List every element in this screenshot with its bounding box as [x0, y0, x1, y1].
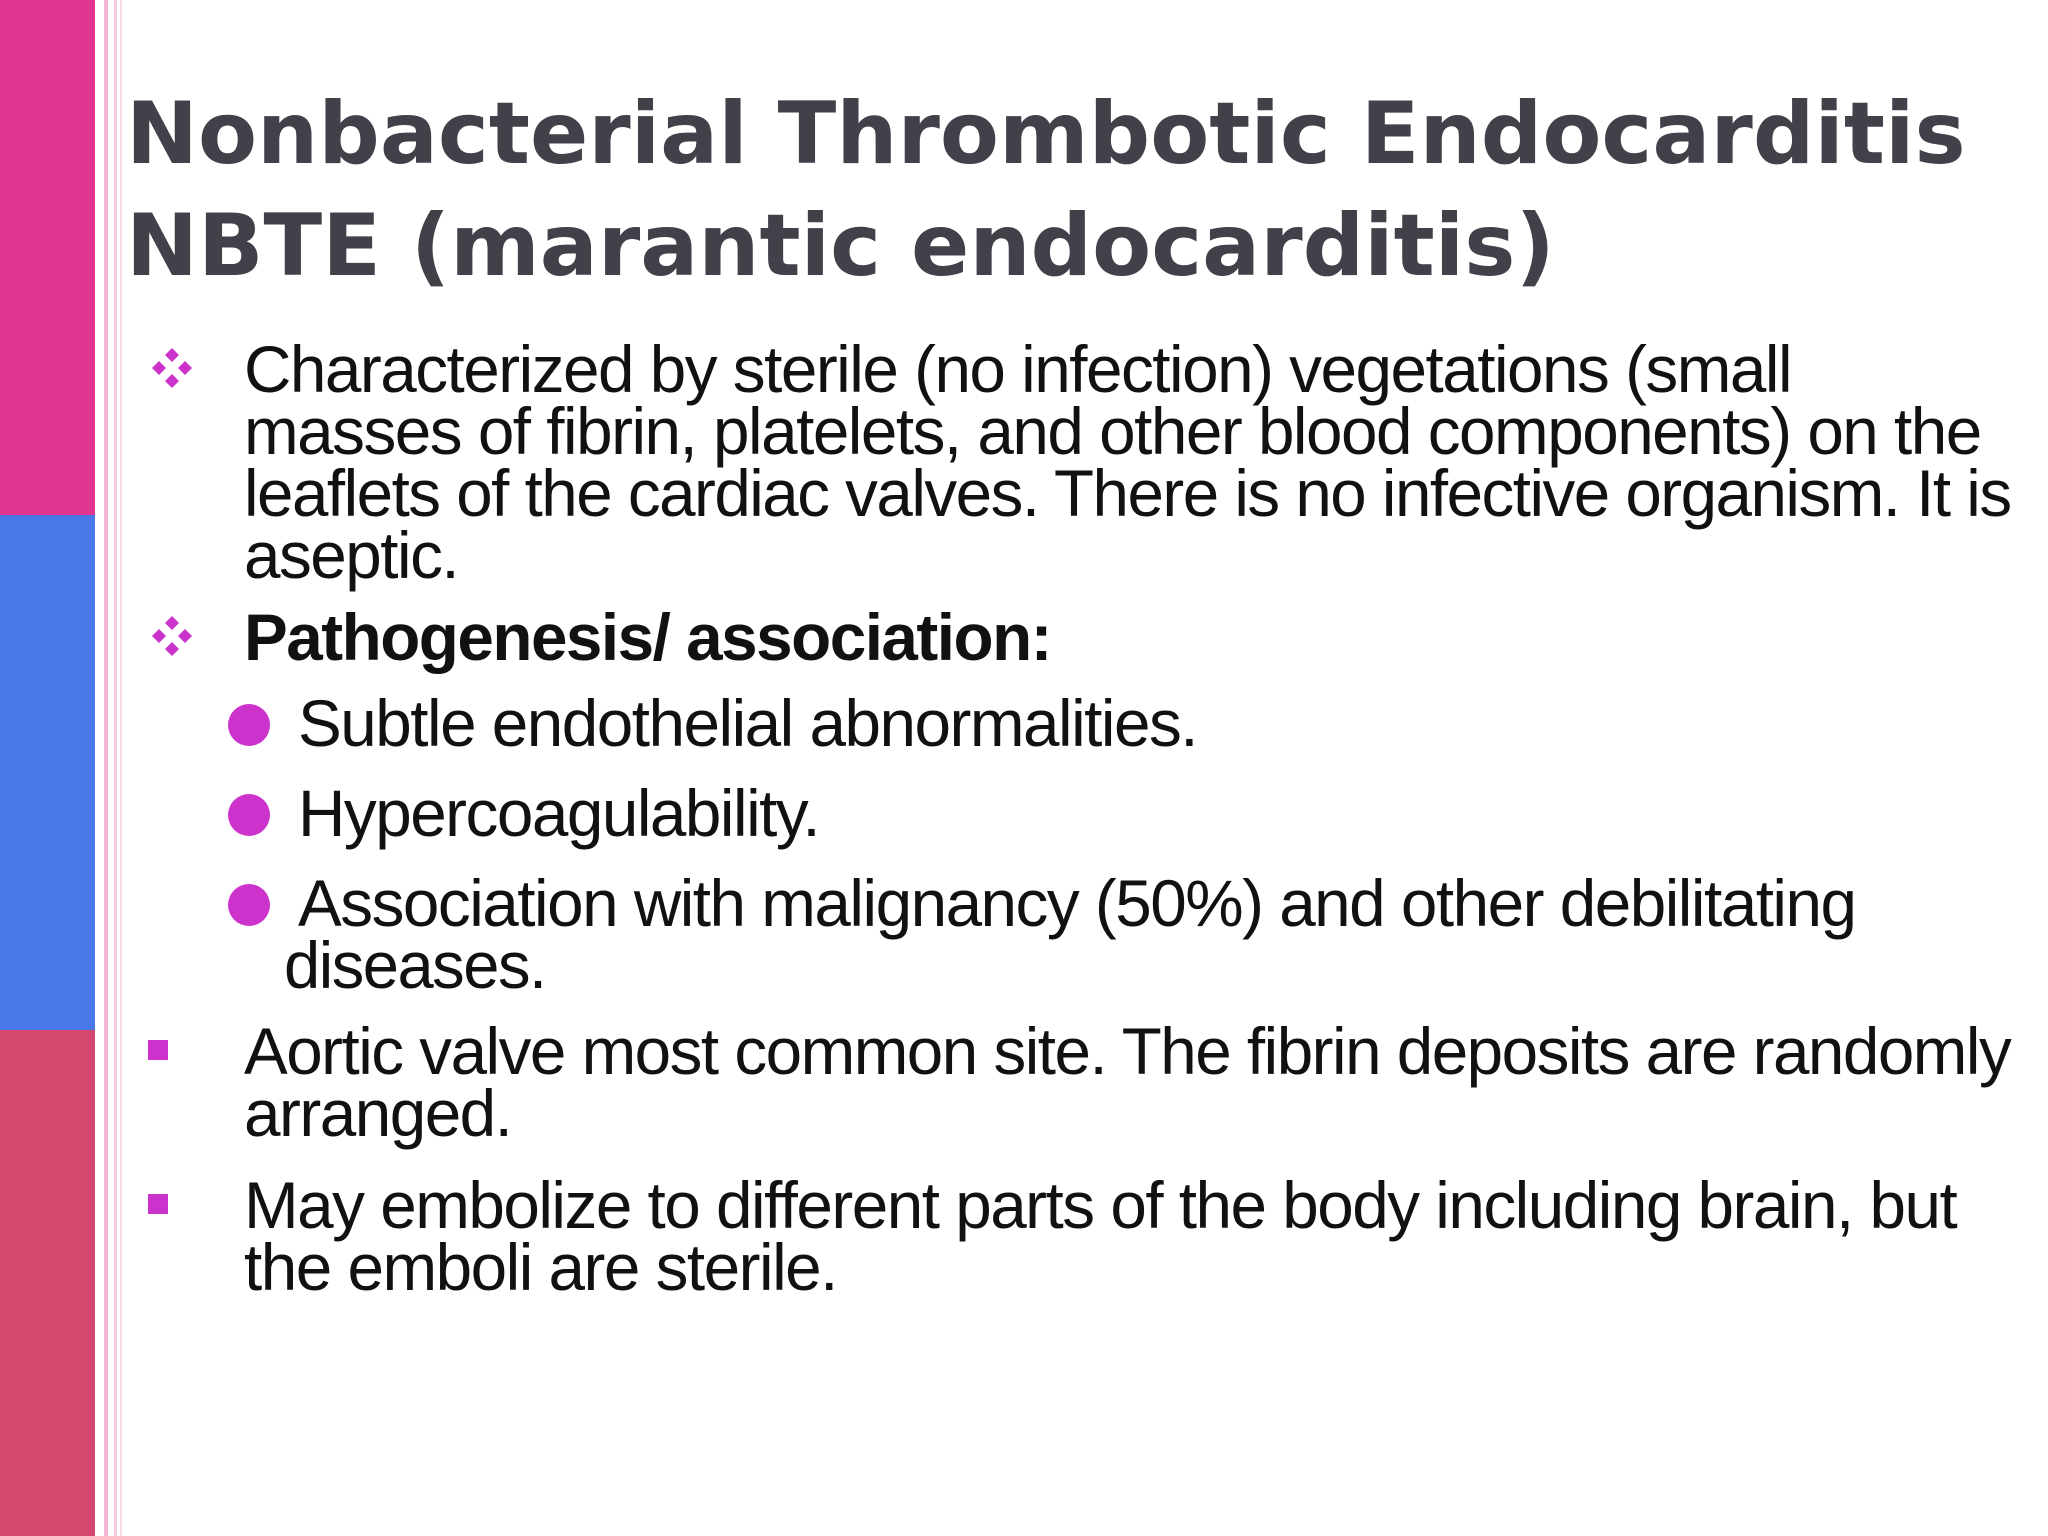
square-bullet-text-line: May embolize to different parts of the body including brain, but [244, 1168, 1957, 1242]
square-bullet-text-line: the emboli are sterile. [244, 1230, 837, 1304]
square-bullet-text-line: Aortic valve most common site. The fibrin deposits are randomly [244, 1014, 2011, 1088]
bullet-text-line: Pathogenesis/ association: [244, 600, 1052, 674]
sub-bullet-text-line: Hypercoagulability. [298, 776, 820, 850]
slide-title-line-2: NBTE (marantic endocarditis) [126, 196, 1555, 296]
bullet-text-line: aseptic. [244, 518, 459, 592]
bullet-text-line: leaflets of the cardiac valves. There is no infective organism. It is [244, 456, 2011, 530]
slide-title-line-1: Nonbacterial Thrombotic Endocarditis [126, 84, 1966, 184]
left-strip-blue [0, 515, 95, 1030]
slide-title [126, 78, 2006, 302]
left-strip-rose [0, 1030, 95, 1536]
sub-bullet-item [140, 686, 2020, 760]
bullet-item-pathogenesis [140, 600, 2020, 674]
circle-bullet-icon [228, 884, 270, 926]
square-bullet-item [140, 1168, 2020, 1304]
sub-bullet-text-line: Association with malignancy (50%) and other debilitating [298, 866, 1856, 940]
sub-bullet-text-line: diseases. [284, 928, 546, 1002]
circle-bullet-icon [228, 794, 270, 836]
bullet-text-line: Characterized by sterile (no infection) vegetations (small [244, 332, 1792, 406]
bullet-item-description [140, 332, 2020, 592]
diamond-cluster-icon [150, 346, 194, 390]
circle-bullet-icon [228, 704, 270, 746]
decorative-rule [114, 0, 117, 1536]
slide-body [140, 332, 2020, 1304]
sub-bullet-item [140, 866, 2020, 1002]
sub-bullet-item [140, 776, 2020, 850]
square-bullet-item [140, 1014, 2020, 1150]
left-strip-pink [0, 0, 95, 515]
decorative-rule [104, 0, 108, 1536]
diamond-cluster-icon [150, 614, 194, 658]
decorative-rule [120, 0, 122, 1536]
sub-bullet-text-line: Subtle endothelial abnormalities. [298, 686, 1198, 760]
square-bullet-icon [148, 1040, 168, 1060]
square-bullet-icon [148, 1194, 168, 1214]
square-bullet-text-line: arranged. [244, 1076, 512, 1150]
bullet-text-line: masses of fibrin, platelets, and other blood components) on the [244, 394, 1981, 468]
